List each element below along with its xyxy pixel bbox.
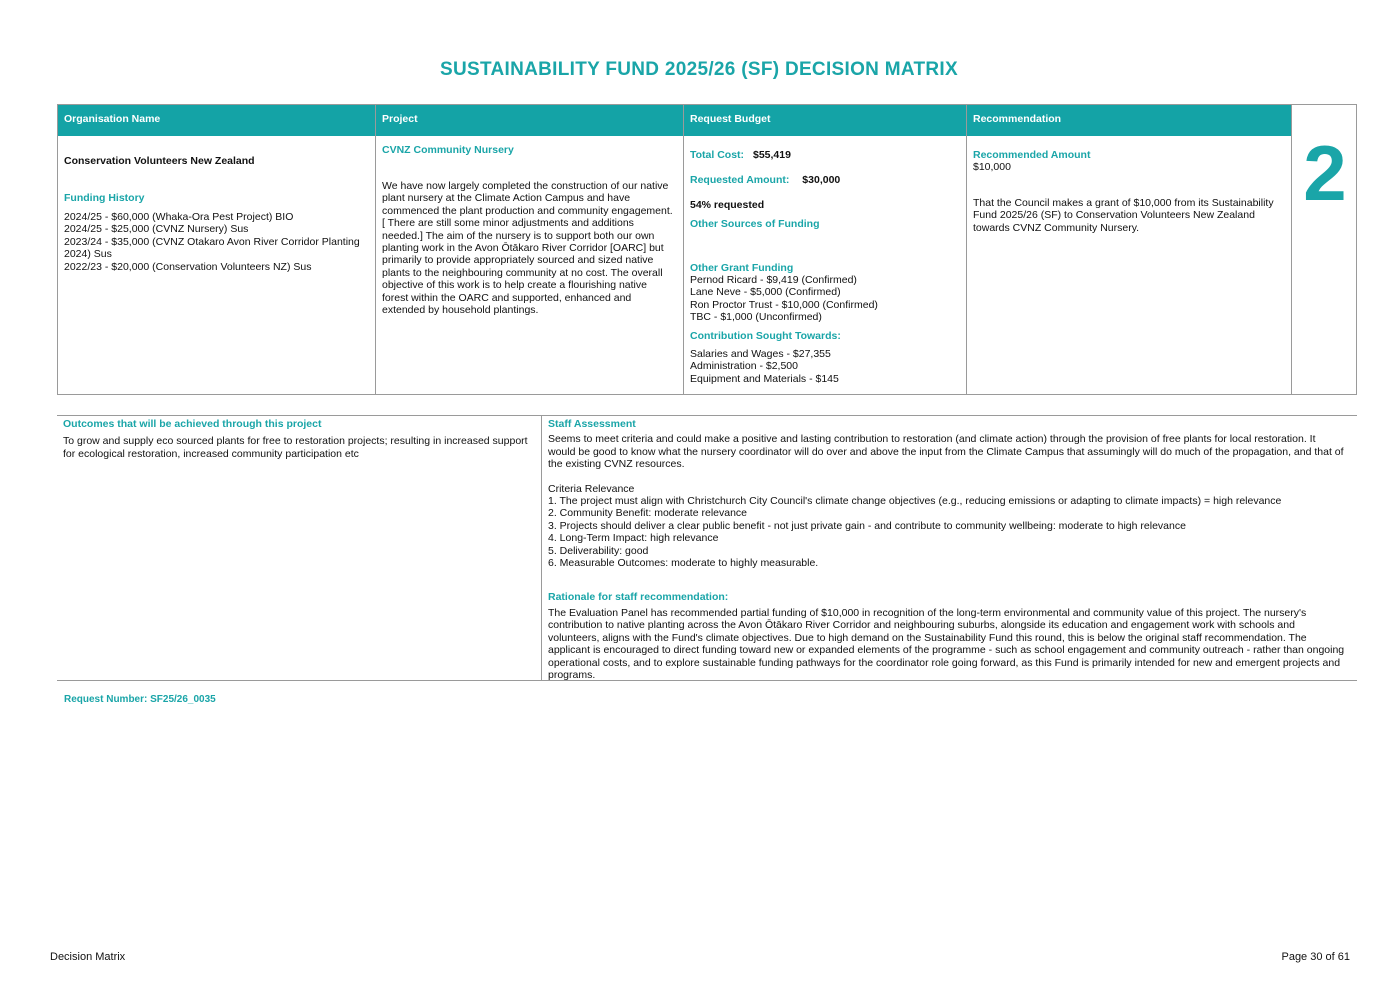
budget-cell — [690, 136, 962, 394]
text-line: extended by household plantings. — [382, 304, 539, 317]
text-line: That the Council makes a grant of $10,000 from its Sustainability — [973, 197, 1274, 209]
list-item: Administration - $2,500 — [690, 360, 798, 373]
text-line: To grow and supply eco sourced plants for free to restoration projects; resulting in increased support — [63, 435, 528, 448]
text-line: for ecological restoration, increased community participation etc — [63, 447, 359, 460]
organisation-name: Conservation Volunteers New Zealand — [64, 155, 255, 167]
header-organisation: Organisation Name — [58, 105, 376, 136]
other-sources-label: Other Sources of Funding — [690, 218, 820, 230]
funding-history-label: Funding History — [64, 192, 145, 204]
text-line: contribution to native planting across the Avon Ōtākaro River Corridor and neighbouring suburbs, alongside its education and engagement work with schools and — [548, 619, 1295, 632]
list-item: 2024) Sus — [64, 248, 112, 261]
text-line: primarily to provide appropriately sourced and sized native — [382, 254, 654, 267]
text-line: We have now largely completed the construction of our native — [382, 180, 669, 192]
divider — [1291, 105, 1292, 394]
text-line: Fund 2025/26 (SF) to Conservation Volunteers New Zealand — [973, 209, 1255, 222]
divider — [966, 105, 967, 394]
text-line: plants to the neighbouring community at no cost. The overall — [382, 266, 663, 279]
requested-label: Requested Amount: — [690, 174, 790, 186]
project-cell — [382, 136, 680, 394]
text-line: forest within the OARC and supported, enhanced and — [382, 291, 632, 304]
text-line: [ There are still some minor adjustments and additions — [382, 217, 634, 230]
text-line: objective of this work is to help create a flourishing native — [382, 279, 647, 292]
divider — [375, 105, 376, 394]
text-line: commenced the plant production and community engagement. — [382, 204, 673, 217]
list-item: 2023/24 - $35,000 (CVNZ Otakaro Avon River Corridor Planting — [64, 235, 360, 248]
project-name: CVNZ Community Nursery — [382, 144, 514, 156]
text-line: the existing CVNZ resources. — [548, 458, 685, 471]
other-grant-list — [690, 274, 878, 324]
list-item: 6. Measurable Outcomes: moderate to highly measurable. — [548, 557, 819, 570]
text-line: The Evaluation Panel has recommended partial funding of $10,000 in recognition of the long-term environmental and community value of this project. The nursery's — [548, 606, 1307, 619]
divider — [541, 416, 542, 680]
recommendation-text — [973, 197, 1274, 234]
recommendation-cell — [973, 136, 1287, 394]
outcomes-cell — [63, 418, 535, 460]
item-number: 2 — [1303, 129, 1347, 217]
staff-assessment-label: Staff Assessment — [548, 418, 636, 430]
list-item: 5. Deliverability: good — [548, 544, 649, 557]
header-project: Project — [376, 105, 684, 136]
criteria-list — [548, 495, 1353, 569]
list-item: TBC - $1,000 (Unconfirmed) — [690, 311, 822, 324]
page-title: SUSTAINABILITY FUND 2025/26 (SF) DECISION MATRIX — [440, 59, 958, 80]
text-line: would be good to know what the nursery coordinator will do over and above the input from the Climate Campus that assumingly will do much of the propagation, and that of — [548, 445, 1344, 458]
text-line: Seems to meet criteria and could make a positive and lasting contribution to restoration (and climate action) through the provision of free plants for local restoration. It — [548, 433, 1316, 446]
requested-value: $30,000 — [802, 174, 841, 186]
list-item: 1. The project must align with Christchurch City Council's climate change objectives (e.g., reducing emissions or adapting to climate impacts) = high relevance — [548, 495, 1282, 508]
contribution-list — [690, 348, 839, 385]
decision-table — [57, 104, 1357, 395]
list-item: 2024/25 - $60,000 (Whaka-Ora Pest Project) BIO — [64, 211, 294, 223]
recommended-amount-value: $10,000 — [973, 161, 1011, 173]
outcomes-label: Outcomes that will be achieved through this project — [63, 418, 322, 430]
requested-amount — [690, 174, 840, 186]
text-line: applicant is encouraged to direct funding toward new or expanded elements of the programme - such as school engagement and community outreach - rather than ongoing — [548, 644, 1345, 657]
list-item: Lane Neve - $5,000 (Confirmed) — [690, 286, 841, 299]
header-recommendation: Recommendation — [967, 105, 1292, 136]
list-item: 4. Long-Term Impact: high relevance — [548, 532, 719, 545]
list-item: 2022/23 - $20,000 (Conservation Volunteers NZ) Sus — [64, 260, 312, 273]
contribution-label: Contribution Sought Towards: — [690, 330, 841, 342]
footer-page-number: Page 30 of 61 — [1281, 951, 1350, 963]
rationale-label: Rationale for staff recommendation: — [548, 591, 729, 604]
criteria-label: Criteria Relevance — [548, 482, 635, 495]
text-line: programs. — [548, 668, 596, 681]
divider — [683, 105, 684, 394]
staff-assessment-intro — [548, 433, 1353, 470]
text-line: needed.] The aim of the nursery is to support both our own — [382, 229, 655, 242]
recommended-amount-label: Recommended Amount — [973, 149, 1091, 161]
organisation-cell — [64, 136, 369, 394]
text-line: operational costs, and to explore sustainable funding pathways for the coordinator role going forward, as this Fund is primarily intended for new and emergent projects and — [548, 656, 1341, 669]
outcomes-text — [63, 435, 535, 460]
list-item: Pernod Ricard - $9,419 (Confirmed) — [690, 274, 857, 286]
project-description — [382, 180, 673, 316]
other-grant-label: Other Grant Funding — [690, 262, 794, 274]
rationale-text — [548, 607, 1353, 681]
total-cost-label: Total Cost: — [690, 149, 745, 161]
text-line: planting work in the Avon Ōtākaro River Corridor [OARC] but — [382, 242, 664, 255]
funding-history-list — [64, 211, 360, 273]
total-cost — [690, 149, 791, 161]
list-item: Salaries and Wages - $27,355 — [690, 348, 831, 360]
list-item: 2. Community Benefit: moderate relevance — [548, 507, 748, 520]
text-line: plant nursery at the Climate Action Campus and have — [382, 192, 631, 205]
request-number: Request Number: SF25/26_0035 — [64, 694, 216, 705]
staff-assessment-cell — [548, 418, 1353, 681]
text-line: volunteers, aligns with the Fund's climate objectives. Due to high demand on the Sustainability Fund this round, this is below the original staff recommendation. The — [548, 631, 1307, 644]
assessment-table — [57, 415, 1357, 681]
header-budget: Request Budget — [684, 105, 967, 136]
list-item: 3. Projects should deliver a clear public benefit - not just private gain - and contribute to community wellbeing: moderate to high relevance — [548, 519, 1186, 532]
text-line: towards CVNZ Community Nursery. — [973, 221, 1140, 234]
total-cost-value: $55,419 — [752, 149, 791, 161]
list-item: Equipment and Materials - $145 — [690, 372, 839, 385]
footer-document-name: Decision Matrix — [50, 951, 126, 963]
percent-requested: 54% requested — [690, 199, 765, 211]
list-item: 2024/25 - $25,000 (CVNZ Nursery) Sus — [64, 223, 249, 236]
list-item: Ron Proctor Trust - $10,000 (Confirmed) — [690, 298, 878, 311]
